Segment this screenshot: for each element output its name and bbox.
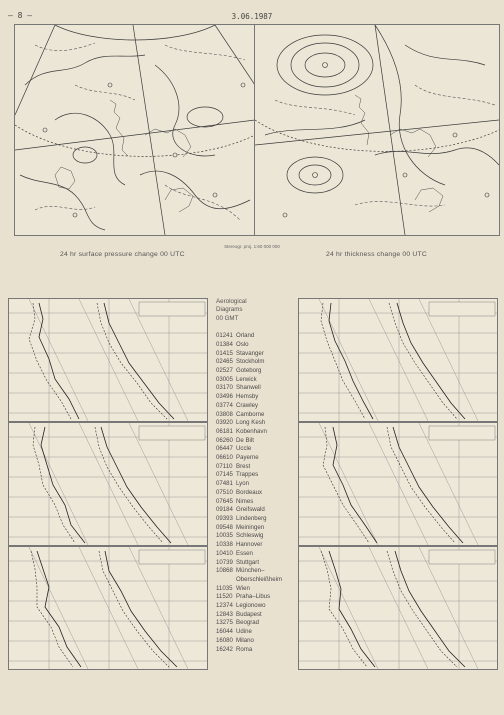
station-name: Bordeaux — [236, 488, 263, 496]
station-code: 10739 — [216, 558, 233, 566]
station-legend — [216, 298, 296, 654]
station-name: Lyon — [236, 480, 249, 488]
station-code: 03005 — [216, 375, 233, 383]
station-code: 12374 — [216, 602, 233, 610]
station-code: 03920 — [216, 419, 233, 427]
station-name: Schleswig — [236, 532, 264, 540]
station-item — [216, 611, 296, 620]
station-name: Budapest — [236, 610, 262, 618]
surface-pressure-change-map — [14, 24, 256, 236]
surface-pressure-caption: 24 hr surface pressure change 00 UTC — [60, 251, 185, 258]
station-name: Brest — [236, 462, 251, 470]
station-name: Milano — [236, 636, 254, 644]
sounding-diagram-graphic — [299, 547, 498, 670]
station-item — [216, 358, 296, 367]
station-code: 06260 — [216, 436, 233, 444]
station-item — [216, 532, 296, 541]
station-code: 11520 — [216, 593, 233, 601]
sounding-diagram-graphic — [9, 547, 208, 670]
station-code: 01415 — [216, 349, 233, 357]
station-code: 01241 — [216, 332, 233, 340]
aerological-diagram — [8, 422, 208, 546]
aerological-diagram — [298, 422, 498, 546]
station-code: 06181 — [216, 427, 233, 435]
station-code: 07510 — [216, 488, 233, 496]
station-code: 09393 — [216, 514, 233, 522]
station-name: Trappes — [236, 471, 259, 479]
station-name: Roma — [236, 645, 253, 653]
station-name: München– — [236, 567, 265, 575]
surface-pressure-change-map-graphic — [15, 25, 255, 235]
station-name: Essen — [236, 549, 253, 557]
aerological-diagrams-right — [298, 298, 498, 670]
station-code: 03170 — [216, 384, 233, 392]
station-item — [216, 393, 296, 402]
station-code: 02527 — [216, 367, 233, 375]
station-item — [216, 585, 296, 594]
station-item — [216, 559, 296, 568]
station-name: Goteborg — [236, 367, 262, 375]
station-item — [216, 646, 296, 655]
station-item — [216, 341, 296, 350]
aerological-diagram — [8, 546, 208, 670]
station-item — [216, 506, 296, 515]
station-item — [216, 628, 296, 637]
station-name: Payerne — [236, 454, 259, 462]
station-code: 16044 — [216, 628, 233, 636]
station-name: Shanwell — [236, 384, 261, 392]
sounding-diagram-graphic — [9, 423, 208, 546]
aerological-diagram — [8, 298, 208, 422]
station-code: 10338 — [216, 541, 233, 549]
station-item — [216, 602, 296, 611]
station-code: 10868 — [216, 567, 233, 575]
station-name: Praha–Libus — [236, 593, 271, 601]
station-item — [216, 411, 296, 420]
station-item — [216, 471, 296, 480]
station-item — [216, 454, 296, 463]
sounding-diagram-graphic — [9, 299, 208, 422]
station-code: 11035 — [216, 584, 233, 592]
thickness-caption: 24 hr thickness change 00 UTC — [326, 251, 428, 258]
station-item — [216, 576, 296, 585]
station-name: Beograd — [236, 619, 260, 627]
station-item — [216, 376, 296, 385]
station-code: 06610 — [216, 454, 233, 462]
thickness-change-map — [254, 24, 500, 236]
station-name: Legionowo — [236, 602, 266, 610]
panel-title-line-1: Aerological — [216, 298, 247, 305]
aerological-diagram — [298, 546, 498, 670]
station-item — [216, 489, 296, 498]
station-code: 09184 — [216, 506, 233, 514]
station-item — [216, 428, 296, 437]
projection-note: Stereogr. proj. 1:60 000 000 — [224, 244, 280, 249]
station-item — [216, 350, 296, 359]
station-item — [216, 619, 296, 628]
station-list — [216, 332, 296, 654]
page-number: – 8 – — [8, 11, 33, 20]
station-code: 10410 — [216, 549, 233, 557]
station-item — [216, 498, 296, 507]
station-item — [216, 480, 296, 489]
station-name: Udine — [236, 628, 252, 636]
station-name: Camborne — [236, 410, 265, 418]
station-item — [216, 463, 296, 472]
station-code: 07645 — [216, 497, 233, 505]
station-name: Stavanger — [236, 349, 264, 357]
station-code: 13275 — [216, 619, 233, 627]
station-item — [216, 567, 296, 576]
station-item — [216, 445, 296, 454]
station-name: Oberschleißheim — [236, 575, 283, 583]
panel-title-line-3: 00 GMT — [216, 314, 239, 322]
station-name: Kobenhavn — [236, 427, 267, 435]
aerological-diagrams-left — [8, 298, 208, 670]
station-item — [216, 541, 296, 550]
station-code: 09548 — [216, 523, 233, 531]
station-item — [216, 593, 296, 602]
page-date: 3.06.1987 — [231, 12, 273, 21]
station-name: Greifswald — [236, 506, 265, 514]
station-item — [216, 332, 296, 341]
station-name: Hannover — [236, 541, 263, 549]
station-name: Stockholm — [236, 358, 265, 366]
aerological-diagram — [298, 298, 498, 422]
station-code: 03496 — [216, 393, 233, 401]
station-name: Long Kesh — [236, 419, 266, 427]
station-name: Oslo — [236, 340, 249, 348]
station-code — [216, 576, 236, 585]
station-code: 12843 — [216, 610, 233, 618]
station-item — [216, 637, 296, 646]
station-code: 07145 — [216, 471, 233, 479]
station-name: Wien — [236, 584, 250, 592]
station-item — [216, 550, 296, 559]
station-name: Lerwick — [236, 375, 257, 383]
station-code: 01384 — [216, 340, 233, 348]
station-code: 06447 — [216, 445, 233, 453]
station-item — [216, 402, 296, 411]
sounding-diagram-graphic — [299, 423, 498, 546]
station-code: 16080 — [216, 636, 233, 644]
station-name: Orland — [236, 332, 255, 340]
sounding-diagram-graphic — [299, 299, 498, 422]
station-code: 03774 — [216, 401, 233, 409]
station-name: Stuttgart — [236, 558, 260, 566]
station-code: 03808 — [216, 410, 233, 418]
station-item — [216, 367, 296, 376]
station-code: 02465 — [216, 358, 233, 366]
panel-title-line-2: Diagrams — [216, 306, 243, 314]
station-name: Crawley — [236, 401, 259, 409]
station-name: Meiningen — [236, 523, 265, 531]
station-item — [216, 437, 296, 446]
station-name: Nimes — [236, 497, 254, 505]
station-code: 07481 — [216, 480, 233, 488]
station-code: 10035 — [216, 532, 233, 540]
station-name: Hemsby — [236, 393, 259, 401]
station-name: Uccle — [236, 445, 252, 453]
station-code: 16242 — [216, 645, 233, 653]
station-item — [216, 515, 296, 524]
station-item — [216, 524, 296, 533]
station-item — [216, 419, 296, 428]
station-item — [216, 384, 296, 393]
station-code: 07110 — [216, 462, 233, 470]
thickness-change-map-graphic — [255, 25, 499, 235]
station-name: Lindenberg — [236, 514, 267, 522]
station-name: De Bilt — [236, 436, 254, 444]
